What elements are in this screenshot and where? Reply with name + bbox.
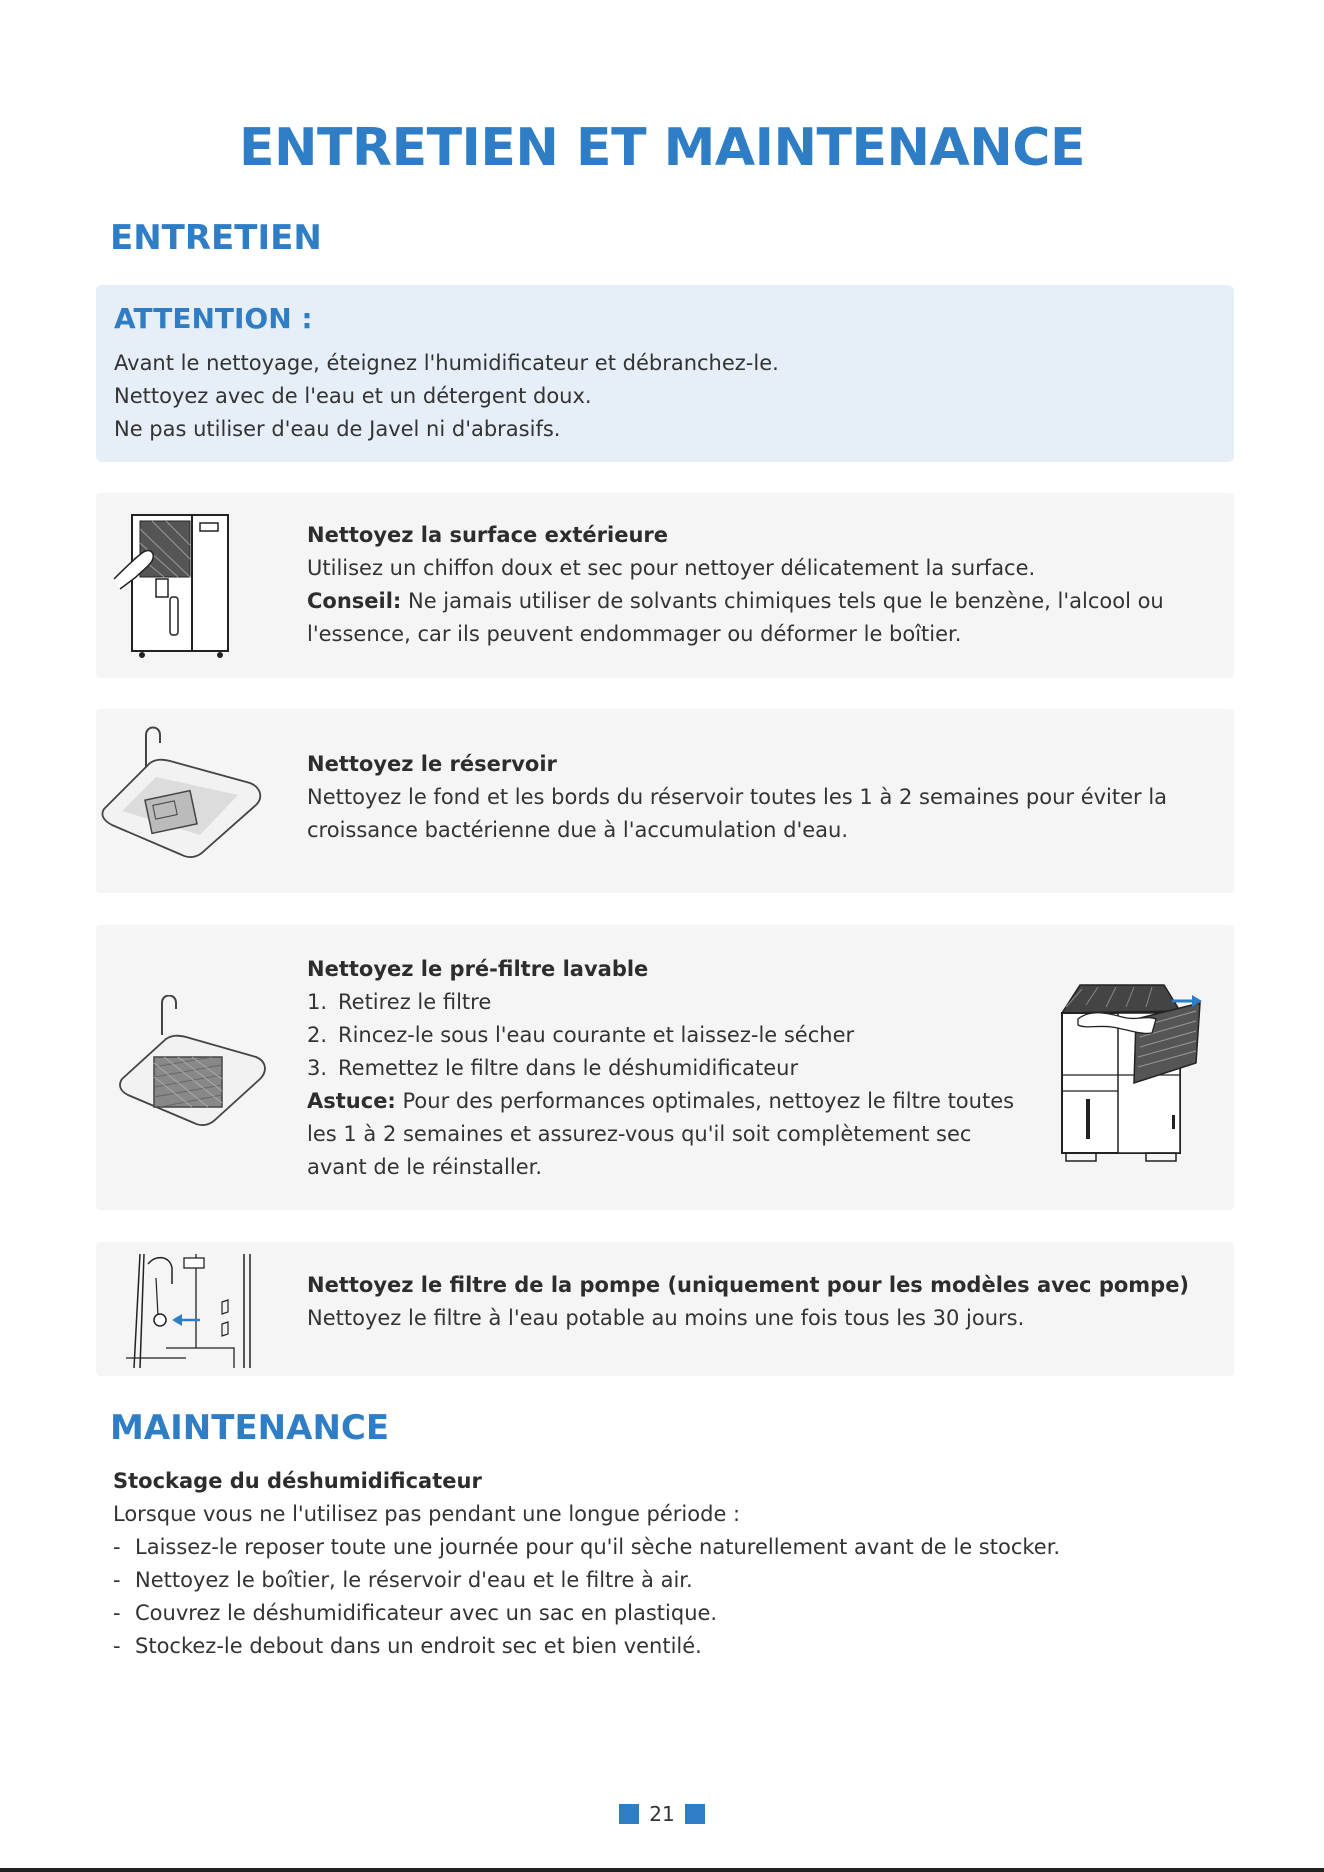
attention-line: Nettoyez avec de l'eau et un détergent doux. [114,384,592,408]
step-item [307,986,1014,1019]
card-line: Utilisez un chiffon doux et sec pour nettoyer délicatement la surface. [307,556,1036,580]
list-item-text: Laissez-le reposer toute une journée pour qu'il sèche naturellement avant de le stocker. [135,1535,1061,1559]
square-icon [619,1804,639,1824]
card-line: croissance bactérienne due à l'accumulation d'eau. [307,818,849,842]
tip-text: Pour des performances optimales, nettoyez le filtre toutes [395,1089,1015,1113]
step-number: 3. [307,1056,328,1080]
card-line: avant de le réinstaller. [307,1155,542,1179]
card-text [307,748,1167,847]
card-line: Nettoyez le filtre à l'eau potable au moins une fois tous les 30 jours. [307,1306,1025,1330]
card-text [307,519,1164,651]
card-title: Nettoyez la surface extérieure [307,523,668,547]
entretien-heading: ENTRETIEN [110,218,322,258]
list-item-text: Couvrez le déshumidificateur avec un sac en plastique. [135,1601,718,1625]
storage-title: Stockage du déshumidificateur [113,1469,482,1493]
attention-box [96,285,1234,462]
dehumidifier-wipe-illustration [112,509,252,659]
card-title: Nettoyez le filtre de la pompe (uniquement pour les modèles avec pompe) [307,1273,1190,1297]
square-icon [685,1804,705,1824]
bottom-rule [0,1868,1324,1872]
card-line [307,585,1164,618]
step-number: 2. [307,1023,328,1047]
card-title: Nettoyez le pré-filtre lavable [307,957,649,981]
step-text: Rincez-le sous l'eau courante et laissez-le sécher [338,1023,855,1047]
list-item: - Stockez-le debout dans un endroit sec et bien ventilé. [113,1634,702,1658]
card-text [307,1269,1189,1335]
filter-removal-illustration [1056,975,1206,1165]
card-prefilter [96,925,1234,1210]
tip-label: Astuce: [307,1089,396,1113]
step-number: 1. [307,990,328,1014]
card-pump [96,1242,1234,1376]
filter-sink-illustration [116,995,266,1145]
card-line: Nettoyez le fond et les bords du réservoir toutes les 1 à 2 semaines pour éviter la [307,785,1168,809]
list-item: - Couvrez le déshumidificateur avec un sac en plastique. [113,1601,718,1625]
maintenance-heading: MAINTENANCE [110,1408,390,1448]
step-item [307,1052,1014,1085]
page-footer [0,1802,1324,1826]
storage-intro: Lorsque vous ne l'utilisez pas pendant une longue période : [113,1502,741,1526]
attention-line: Ne pas utiliser d'eau de Javel ni d'abrasifs. [114,417,561,441]
card-line: l'essence, car ils peuvent endommager ou déformer le boîtier. [307,622,962,646]
attention-title: ATTENTION : [114,302,313,335]
list-item: - Laissez-le reposer toute une journée pour qu'il sèche naturellement avant de le stocker. [113,1535,1061,1559]
card-surface [96,493,1234,678]
tip-label: Conseil: [307,589,402,613]
page-title: ENTRETIEN ET MAINTENANCE [239,118,1085,178]
pump-filter-illustration [126,1254,274,1368]
attention-line: Avant le nettoyage, éteignez l'humidificateur et débranchez-le. [114,351,779,375]
step-item [307,1019,1014,1052]
storage-section [113,1465,1060,1663]
list-item-text: Stockez-le debout dans un endroit sec et bien ventilé. [135,1634,702,1658]
step-text: Remettez le filtre dans le déshumidificateur [338,1056,799,1080]
card-line [307,1085,1014,1118]
reservoir-sink-illustration [100,723,270,883]
page-number: 21 [649,1802,675,1826]
card-line: les 1 à 2 semaines et assurez-vous qu'il soit complètement sec [307,1122,972,1146]
card-title: Nettoyez le réservoir [307,752,557,776]
card-reservoir [96,709,1234,893]
tip-text: Ne jamais utiliser de solvants chimiques tels que le benzène, l'alcool ou [401,589,1164,613]
card-text [307,953,1014,1184]
list-item: - Nettoyez le boîtier, le réservoir d'eau et le filtre à air. [113,1568,693,1592]
step-text: Retirez le filtre [338,990,492,1014]
list-item-text: Nettoyez le boîtier, le réservoir d'eau et le filtre à air. [135,1568,693,1592]
